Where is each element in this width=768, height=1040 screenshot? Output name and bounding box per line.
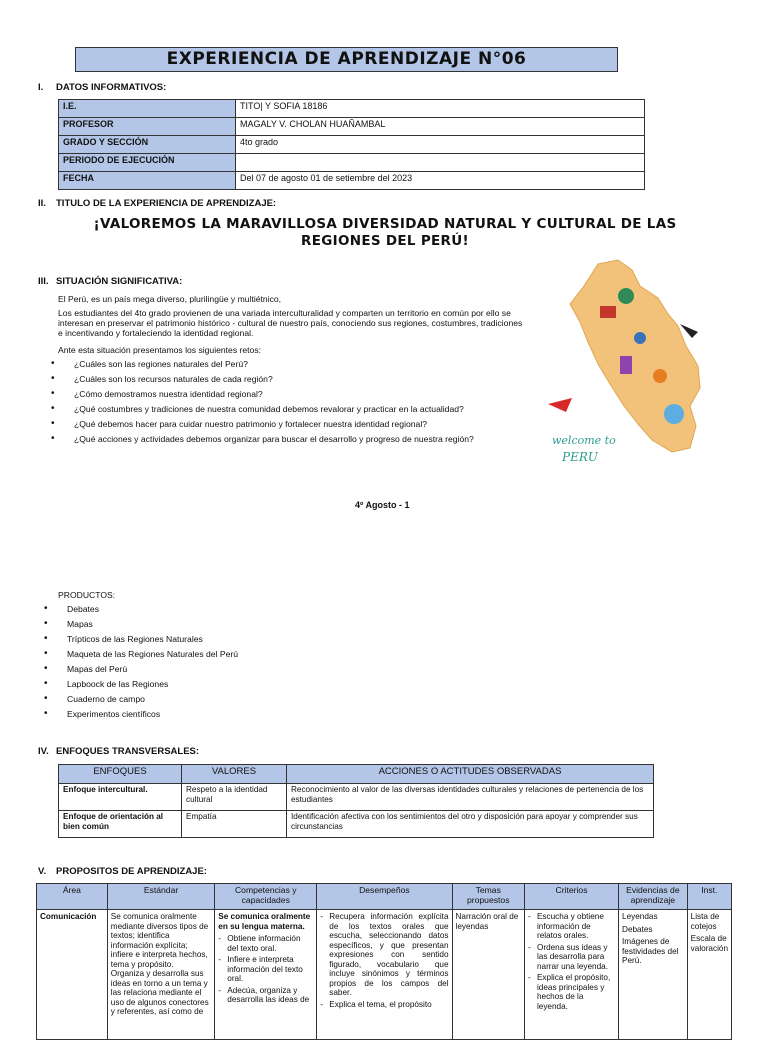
section-5-heading: V. PROPOSITOS DE APRENDIZAJE: [38, 866, 207, 877]
info-key: PROFESOR [59, 118, 236, 136]
info-value: TITO| Y SOFIA 18186 [236, 100, 645, 118]
list-item: • Experimentos científicos [51, 708, 238, 723]
table-header: ACCIONES O ACTITUDES OBSERVADAS [287, 765, 654, 784]
table-header: Estándar [107, 884, 214, 910]
table-header: Desempeños [317, 884, 452, 910]
peru-map-illustration [540, 256, 718, 472]
table-header: Temas propuestos [452, 884, 524, 910]
list-item: • ¿Qué debemos hacer para cuidar nuestro patrimonio y fortalecer nuestra identidad regional? [58, 418, 474, 433]
propositos-table [36, 883, 732, 1040]
document-title: EXPERIENCIA DE APRENDIZAJE N°06 [75, 47, 618, 72]
peru-map-shape [570, 260, 700, 452]
list-item: • Mapas [51, 618, 238, 633]
info-key: GRADO Y SECCIÓN [59, 136, 236, 154]
table-row: Enfoque de orientación al bien común Empatía Identificación afectiva con los sentimientos del otro y disposición para apoyar y comprender sus circunstancias [59, 811, 654, 838]
challenge-list [58, 358, 474, 448]
table-header: Competencias y capacidades [215, 884, 317, 910]
section-1-heading: I. DATOS INFORMATIVOS: [38, 82, 167, 93]
temas-cell: Narración oral de leyendas [452, 910, 524, 1040]
section-3-heading: III. SITUACIÓN SIGNIFICATIVA: [38, 276, 183, 287]
welcome-text: welcome to [552, 434, 616, 447]
evidencias-cell: Leyendas Debates Imágenes de festividades del Perú. [619, 910, 688, 1040]
list-item: • ¿Cuáles son los recursos naturales de cada región? [58, 373, 474, 388]
situation-paragraph-1: El Perú, es un país mega diverso, plurilingüe y multiétnico, [58, 294, 282, 304]
criterios-cell: - Escucha y obtiene información de relatos orales. - Ordena sus ideas y las desarrolla para narrar una leyenda. - Explica el propósito, ideas principales y hechos de la leyenda. [524, 910, 618, 1040]
section-4-heading: IV. ENFOQUES TRANSVERSALES: [38, 746, 200, 757]
table-row: Comunicación Se comunica oralmente mediante diversos tipos de textos; identifica información explícita; infiere e interpreta hechos, tema y propósito. Organiza y desarrolla sus ideas en torno a un tema y las relaciona mediante el uso de algunos conectores y referentes, así como de Se comunica oralmente en su lengua materna. - Obtiene información del texto oral. - Infiere e interpreta información del texto oral. - Adecúa, organiza y desarrolla las ideas de - Recupera información explícita de los textos orales que escucha, seleccionando datos específicos, y que presentan expresiones con sentido figurado, vocabulario que incluye sinónimos y términos propios de los campos del saber. - Explica el tema, el propósito Narración oral de leyendas - Escucha y obtiene información de relatos orales. - Ordena sus ideas y las desarrolla para narrar una leyenda. - Explica el propósito, ideas principales y hechos de la leyenda. Leyendas Debates Imágenes de festividades del Perú. Lista de cotejos Escala de valoración [37, 910, 732, 1040]
page-note: 4º Agosto - 1 [355, 500, 410, 510]
section-2-heading: II. TITULO DE LA EXPERIENCIA DE APRENDIZAJE: [38, 198, 277, 209]
table-header: Evidencias de aprendizaje [619, 884, 688, 910]
experience-title: ¡VALOREMOS LA MARAVILLOSA DIVERSIDAD NATURAL Y CULTURAL DE LAS REGIONES DEL PERÚ! [93, 216, 677, 249]
list-item: • Lapboock de las Regiones [51, 678, 238, 693]
list-item: • ¿Cuáles son las regiones naturales del Perú? [58, 358, 474, 373]
info-key: FECHA [59, 172, 236, 190]
list-item: • ¿Cómo demostramos nuestra identidad regional? [58, 388, 474, 403]
desempenos-cell: - Recupera información explícita de los textos orales que escucha, seleccionando datos específicos, y que presentan expresiones con sentido figurado, vocabulario que incluye sinónimos y términos propios de los campos del saber. - Explica el tema, el propósito [317, 910, 452, 1040]
info-row [59, 154, 645, 172]
products-label: PRODUCTOS: [58, 590, 116, 600]
list-item: • Mapas del Perú [51, 663, 238, 678]
products-list [51, 603, 238, 723]
table-header: Criterios [524, 884, 618, 910]
info-row [59, 100, 645, 118]
list-item: • Cuaderno de campo [51, 693, 238, 708]
list-item: • Debates [51, 603, 238, 618]
list-item: • ¿Qué costumbres y tradiciones de nuestra comunidad debemos revalorar y practicar en la actualidad? [58, 403, 474, 418]
situation-paragraph-2: Los estudiantes del 4to grado provienen de una variada interculturalidad y comparten un territorio en común por ello se interesan en preservar el patrimonio histórico - cultural de nuestro país, conociendo sus regiones, costumbres, tradiciones e incentivando y fortaleciendo la identidad regional. [58, 308, 523, 338]
estandar-cell: Se comunica oralmente mediante diversos tipos de textos; identifica información explícita; infiere e interpreta hechos, tema y propósito. Organiza y desarrolla sus ideas en torno a un tema y las relaciona mediante el uso de algunos conectores y referentes, así como de [107, 910, 214, 1040]
enfoques-table [58, 764, 654, 838]
list-item: • Maqueta de las Regiones Naturales del Perú [51, 648, 238, 663]
info-row [59, 118, 645, 136]
info-row [59, 172, 645, 190]
info-row [59, 136, 645, 154]
info-table [58, 99, 645, 190]
info-value [236, 154, 645, 172]
competencias-cell: Se comunica oralmente en su lengua materna. - Obtiene información del texto oral. - Infiere e interpreta información del texto oral. - Adecúa, organiza y desarrolla las ideas de [215, 910, 317, 1040]
info-key: PERIODO DE EJECUCIÓN [59, 154, 236, 172]
instrumentos-cell: Lista de cotejos Escala de valoración [687, 910, 731, 1040]
list-item: • Trípticos de las Regiones Naturales [51, 633, 238, 648]
info-value: 4to grado [236, 136, 645, 154]
table-header: ENFOQUES [59, 765, 182, 784]
table-header: VALORES [182, 765, 287, 784]
table-header: Área [37, 884, 108, 910]
table-header: Inst. [687, 884, 731, 910]
table-row: Enfoque intercultural. Respeto a la identidad cultural Reconocimiento al valor de las diversas identidades culturales y relaciones de pertenencia de los estudiantes [59, 784, 654, 811]
situation-paragraph-3: Ante esta situación presentamos los siguientes retos: [58, 345, 262, 355]
country-text: PERU [562, 450, 598, 464]
info-key: I.E. [59, 100, 236, 118]
info-value: Del 07 de agosto 01 de setiembre del 2023 [236, 172, 645, 190]
info-value: MAGALY V. CHOLAN HUAÑAMBAL [236, 118, 645, 136]
list-item: • ¿Qué acciones y actividades debemos organizar para buscar el desarrollo y progreso de nuestra región? [58, 433, 474, 448]
